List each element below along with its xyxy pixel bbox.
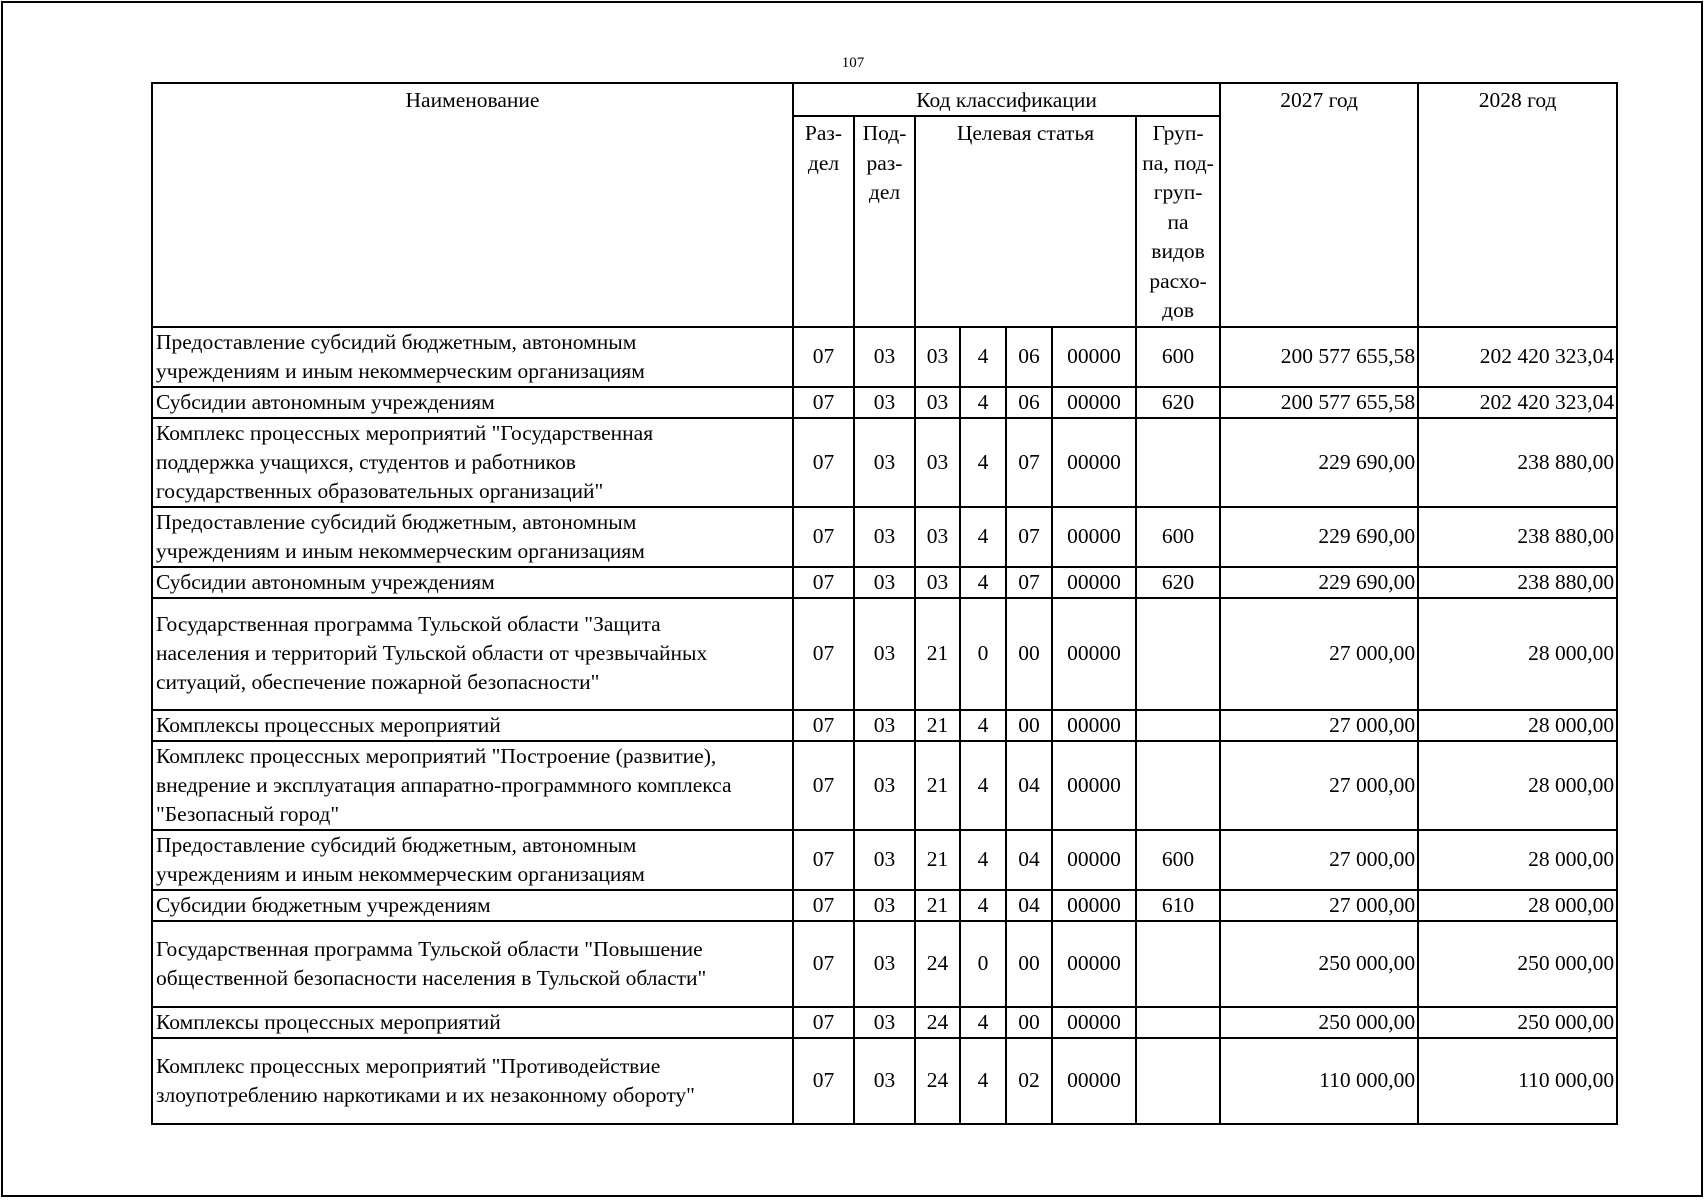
target-direction-cell: 00000 [1052,507,1136,567]
expense-group-cell [1136,418,1220,507]
table-row [152,921,1617,1007]
row-name-line: учреждениям и иным некоммерческим организациям [156,861,645,886]
header-year-2027: 2027 год [1220,83,1418,327]
razdel-cell: 07 [793,830,854,890]
row-name-cell [152,418,793,507]
razdel-cell: 07 [793,1038,854,1124]
row-name-line: Комплекс процессных мероприятий "Государственная [156,420,654,445]
header-year-2028: 2028 год [1418,83,1617,327]
target-program-cell: 21 [915,830,960,890]
row-name-cell [152,567,793,598]
row-name-cell [152,507,793,567]
row-name-line: населения и территорий Тульской области от чрезвычайных [156,641,708,665]
row-name-line: Субсидии автономным учреждениям [156,389,495,414]
header-expense-group: Груп- па, под- груп- па видов расхо- дов [1136,116,1220,327]
expense-group-cell: 620 [1136,387,1220,418]
amount-2027-cell: 250 000,00 [1220,1007,1418,1038]
amount-2027-cell: 250 000,00 [1220,921,1418,1007]
target-direction-cell: 00000 [1052,830,1136,890]
row-name-line: Комплекс процессных мероприятий "Противодействие [156,1053,661,1078]
target-subprogram-cell: 04 [1006,890,1052,921]
table-row [152,741,1617,830]
row-name-cell [152,890,793,921]
target-program-cell: 21 [915,741,960,830]
podrazdel-cell: 03 [854,741,915,830]
amount-2028-cell: 28 000,00 [1418,741,1617,830]
amount-2028-cell: 250 000,00 [1418,921,1617,1007]
target-program-cell: 21 [915,598,960,710]
target-subprogram-cell: 06 [1006,327,1052,387]
target-type-cell: 4 [960,710,1006,741]
target-direction-cell: 00000 [1052,921,1136,1007]
amount-2027-cell: 27 000,00 [1220,741,1418,830]
amount-2027-cell: 229 690,00 [1220,507,1418,567]
row-name-line: внедрение и эксплуатация аппаратно-программного комплекса [156,772,732,797]
row-name-cell [152,830,793,890]
row-name-cell [152,387,793,418]
amount-2028-cell: 250 000,00 [1418,1007,1617,1038]
row-name-line: Субсидии бюджетным учреждениям [156,892,491,917]
table-row [152,1007,1617,1038]
row-name-line: общественной безопасности населения в Тульской области" [156,965,707,990]
row-name-line: учреждениям и иным некоммерческим организациям [156,538,645,563]
target-subprogram-cell: 02 [1006,1038,1052,1124]
amount-2028-cell: 28 000,00 [1418,710,1617,741]
amount-2027-cell: 27 000,00 [1220,710,1418,741]
razdel-cell: 07 [793,710,854,741]
target-program-cell: 24 [915,1007,960,1038]
target-program-cell: 24 [915,921,960,1007]
page-number: 107 [841,55,865,71]
podrazdel-cell: 03 [854,921,915,1007]
target-type-cell: 4 [960,741,1006,830]
row-name-line: злоупотреблению наркотиками и их незаконному обороту" [156,1082,695,1107]
amount-2027-cell: 200 577 655,58 [1220,327,1418,387]
podrazdel-cell: 03 [854,327,915,387]
target-type-cell: 0 [960,921,1006,1007]
table-row [152,598,1617,710]
amount-2028-cell: 238 880,00 [1418,418,1617,507]
table-row [152,507,1617,567]
razdel-cell: 07 [793,327,854,387]
header-podrazdel: Под- раз- дел [854,116,915,327]
row-name-line: Субсидии автономным учреждениям [156,569,495,594]
target-subprogram-cell: 00 [1006,921,1052,1007]
podrazdel-cell: 03 [854,387,915,418]
target-program-cell: 21 [915,890,960,921]
amount-2028-cell: 28 000,00 [1418,598,1617,710]
row-name-cell [152,921,793,1007]
podrazdel-cell: 03 [854,418,915,507]
amount-2027-cell: 200 577 655,58 [1220,387,1418,418]
expense-group-cell [1136,1038,1220,1124]
target-direction-cell: 00000 [1052,598,1136,710]
amount-2027-cell: 110 000,00 [1220,1038,1418,1124]
target-subprogram-cell: 07 [1006,507,1052,567]
amount-2027-cell: 27 000,00 [1220,890,1418,921]
table-body [152,327,1617,1124]
podrazdel-cell: 03 [854,1038,915,1124]
row-name-line: ситуаций, обеспечение пожарной безопасности" [156,670,600,694]
target-type-cell: 4 [960,1038,1006,1124]
razdel-cell: 07 [793,387,854,418]
row-name-line: Комплекс процессных мероприятий "Построение (развитие), [156,743,717,768]
razdel-cell: 07 [793,507,854,567]
amount-2027-cell: 27 000,00 [1220,598,1418,710]
razdel-cell: 07 [793,741,854,830]
target-subprogram-cell: 07 [1006,567,1052,598]
target-program-cell: 03 [915,418,960,507]
target-type-cell: 4 [960,387,1006,418]
target-direction-cell: 00000 [1052,741,1136,830]
target-subprogram-cell: 04 [1006,830,1052,890]
header-classification-code: Код классификации [793,83,1220,116]
amount-2027-cell: 229 690,00 [1220,567,1418,598]
target-direction-cell: 00000 [1052,1007,1136,1038]
podrazdel-cell: 03 [854,1007,915,1038]
target-program-cell: 03 [915,327,960,387]
row-name-line: Предоставление субсидий бюджетным, автономным [156,509,637,534]
podrazdel-cell: 03 [854,830,915,890]
row-name-cell [152,1038,793,1124]
row-name-line: Комплексы процессных мероприятий [156,712,501,737]
row-name-line: Государственная программа Тульской области "Повышение [156,936,703,961]
target-type-cell: 4 [960,507,1006,567]
target-direction-cell: 00000 [1052,890,1136,921]
target-subprogram-cell: 06 [1006,387,1052,418]
row-name-line: Государственная программа Тульской области "Защита [156,612,661,636]
amount-2027-cell: 27 000,00 [1220,830,1418,890]
row-name-line: Предоставление субсидий бюджетным, автономным [156,329,637,354]
target-direction-cell: 00000 [1052,710,1136,741]
target-subprogram-cell: 00 [1006,598,1052,710]
razdel-cell: 07 [793,418,854,507]
podrazdel-cell: 03 [854,598,915,710]
table-row [152,890,1617,921]
target-type-cell: 4 [960,830,1006,890]
amount-2028-cell: 28 000,00 [1418,890,1617,921]
amount-2027-cell: 229 690,00 [1220,418,1418,507]
expense-group-cell: 600 [1136,507,1220,567]
podrazdel-cell: 03 [854,710,915,741]
target-type-cell: 4 [960,567,1006,598]
target-program-cell: 03 [915,567,960,598]
header-target-article: Целевая статья [915,116,1136,327]
target-type-cell: 4 [960,890,1006,921]
amount-2028-cell: 202 420 323,04 [1418,327,1617,387]
expense-group-cell [1136,741,1220,830]
razdel-cell: 07 [793,1007,854,1038]
target-direction-cell: 00000 [1052,387,1136,418]
amount-2028-cell: 202 420 323,04 [1418,387,1617,418]
table-row [152,830,1617,890]
target-type-cell: 4 [960,418,1006,507]
razdel-cell: 07 [793,567,854,598]
target-direction-cell: 00000 [1052,1038,1136,1124]
row-name-line: поддержка учащихся, студентов и работников [156,449,576,474]
amount-2028-cell: 110 000,00 [1418,1038,1617,1124]
amount-2028-cell: 238 880,00 [1418,567,1617,598]
row-name-line: учреждениям и иным некоммерческим организациям [156,358,645,383]
table-row [152,710,1617,741]
target-type-cell: 4 [960,327,1006,387]
budget-table [151,82,1618,1125]
podrazdel-cell: 03 [854,507,915,567]
row-name-line: государственных образовательных организаций" [156,478,604,503]
row-name-line: Предоставление субсидий бюджетным, автономным [156,832,637,857]
table-row [152,387,1617,418]
podrazdel-cell: 03 [854,890,915,921]
amount-2028-cell: 28 000,00 [1418,830,1617,890]
razdel-cell: 07 [793,890,854,921]
target-program-cell: 24 [915,1038,960,1124]
table-row [152,567,1617,598]
razdel-cell: 07 [793,921,854,1007]
target-program-cell: 21 [915,710,960,741]
expense-group-cell [1136,710,1220,741]
expense-group-cell: 600 [1136,830,1220,890]
razdel-cell: 07 [793,598,854,710]
target-program-cell: 03 [915,387,960,418]
amount-2028-cell: 238 880,00 [1418,507,1617,567]
expense-group-cell [1136,598,1220,710]
podrazdel-cell: 03 [854,567,915,598]
row-name-line: Комплексы процессных мероприятий [156,1009,501,1034]
row-name-line: "Безопасный город" [156,801,340,826]
target-type-cell: 0 [960,598,1006,710]
row-name-cell [152,741,793,830]
target-program-cell: 03 [915,507,960,567]
target-subprogram-cell: 00 [1006,710,1052,741]
row-name-cell [152,710,793,741]
row-name-cell [152,327,793,387]
header-name: Наименование [152,83,793,327]
expense-group-cell: 600 [1136,327,1220,387]
expense-group-cell [1136,921,1220,1007]
expense-group-cell: 620 [1136,567,1220,598]
target-direction-cell: 00000 [1052,327,1136,387]
row-name-cell [152,1007,793,1038]
target-direction-cell: 00000 [1052,418,1136,507]
expense-group-cell [1136,1007,1220,1038]
target-type-cell: 4 [960,1007,1006,1038]
table-row [152,418,1617,507]
target-subprogram-cell: 00 [1006,1007,1052,1038]
row-name-cell [152,598,793,710]
table-row [152,327,1617,387]
table-row [152,1038,1617,1124]
expense-group-cell: 610 [1136,890,1220,921]
target-subprogram-cell: 04 [1006,741,1052,830]
target-direction-cell: 00000 [1052,567,1136,598]
header-razdel: Раз- дел [793,116,854,327]
target-subprogram-cell: 07 [1006,418,1052,507]
